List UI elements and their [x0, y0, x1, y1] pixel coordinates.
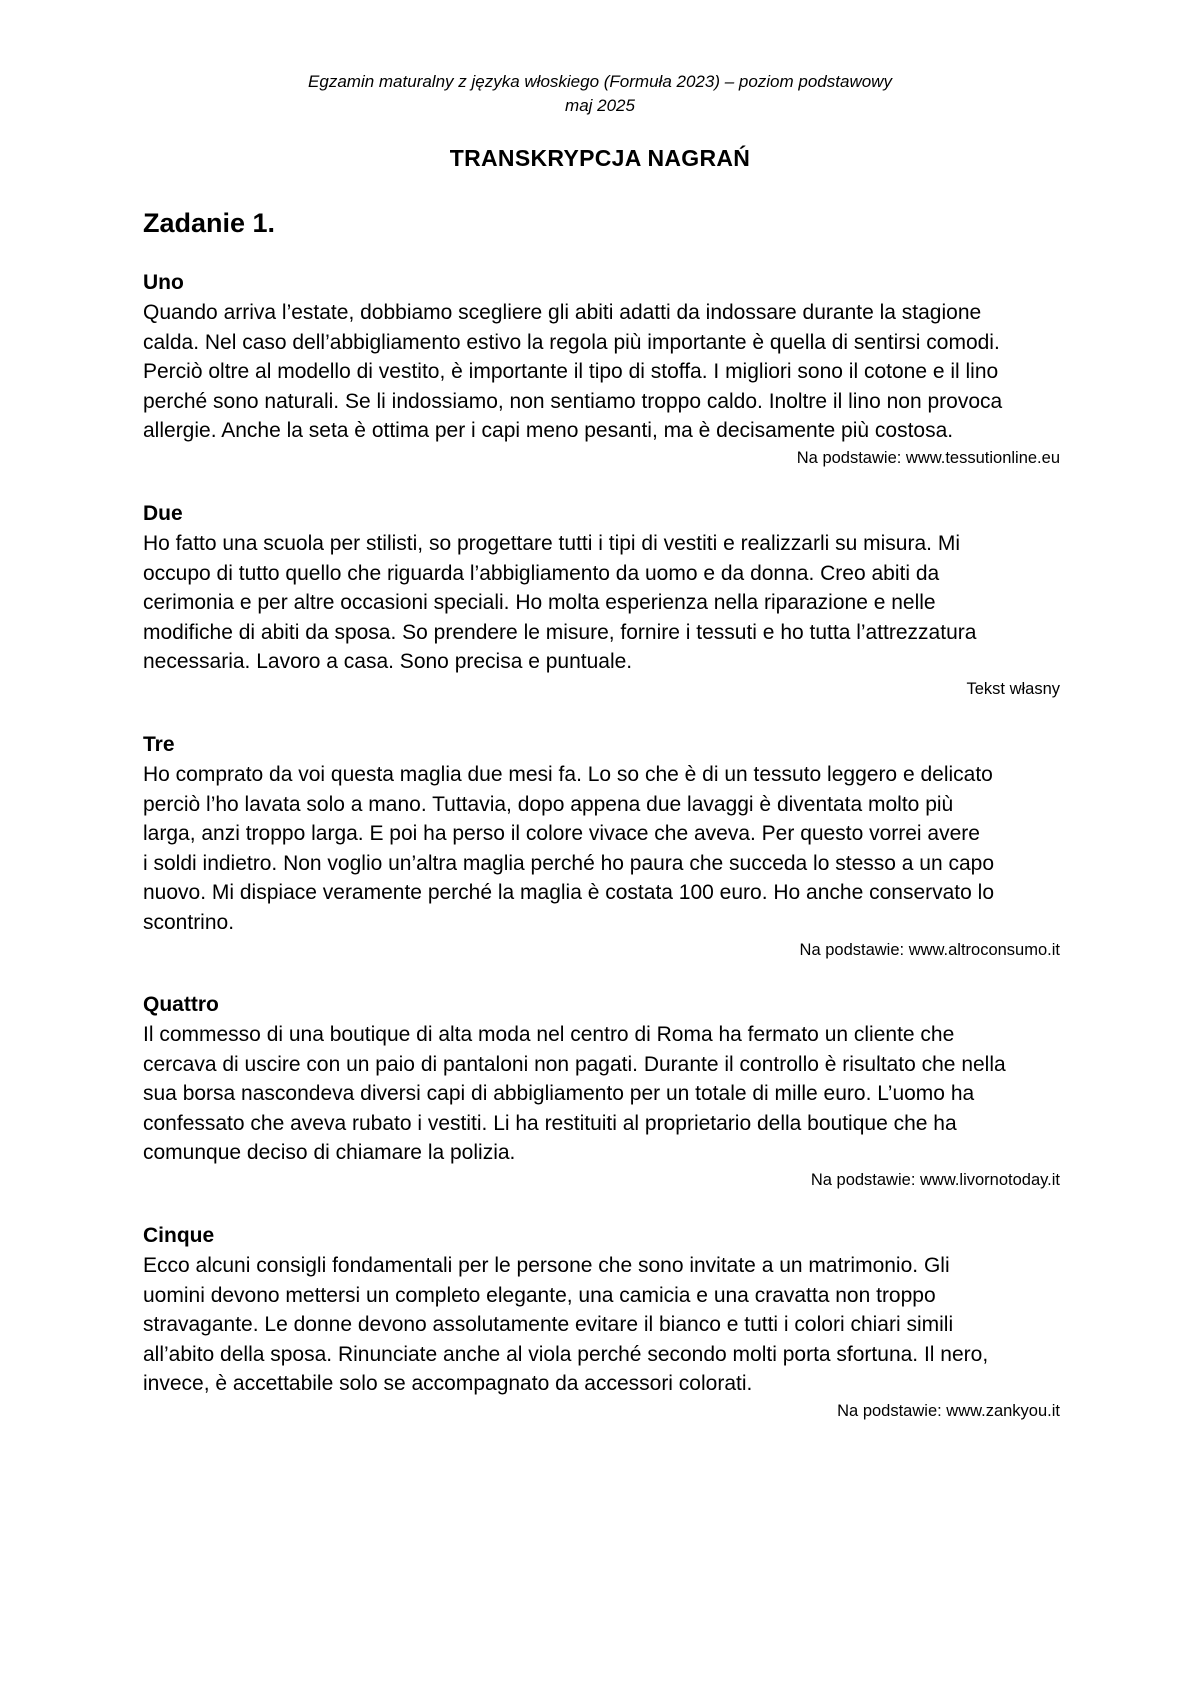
- text-line: modifiche di abiti da sposa. So prendere le misure, fornire i tessuti e ho tutta l’attrezzatura: [143, 620, 977, 644]
- text-line: perciò l’ho lavata solo a mano. Tuttavia, dopo appena due lavaggi è diventata molto più: [143, 792, 954, 816]
- exam-header: [0, 70, 1200, 118]
- source-note: Na podstawie: www.altroconsumo.it: [799, 940, 1060, 959]
- text-line: Ho fatto una scuola per stilisti, so progettare tutti i tipi di vestiti e realizzarli su misura. Mi: [143, 532, 960, 555]
- text-line: confessato che aveva rubato i vestiti. Li ha restituiti al proprietario della boutique che ha: [143, 1111, 957, 1135]
- text-line: necessaria. Lavoro a casa. Sono precisa e puntuale.: [143, 650, 633, 674]
- text-line: sua borsa nascondeva diversi capi di abbigliamento per un totale di mille euro. L’uomo ha: [143, 1082, 975, 1106]
- text-line: Ho comprato da voi questa maglia due mesi fa. Lo so che è di un tessuto leggero e delicato: [143, 763, 993, 786]
- text-line: cerimonia e per altre occasioni speciali. Ho molta esperienza nella riparazione e nelle: [143, 591, 936, 615]
- text-line: uomini devono mettersi un completo elegante, una camicia e una cravatta non troppo: [143, 1283, 936, 1307]
- section-text: [143, 760, 1060, 938]
- text-line: occupo di tutto quello che riguarda l’abbigliamento da uomo e da donna. Creo abiti da: [143, 561, 940, 585]
- section-uno: [143, 268, 1060, 469]
- text-line: i soldi indietro. Non voglio un’altra maglia perché ho paura che succeda lo stesso a un capo: [143, 851, 995, 875]
- text-line: perché sono naturali. Se li indossiamo, non sentiamo troppo caldo. Inoltre il lino non provoca: [143, 389, 1003, 413]
- exam-header-line1: Egzamin maturalny z języka włoskiego (Formuła 2023) – poziom podstawowy: [308, 72, 892, 91]
- source-note: Na podstawie: www.tessutionline.eu: [796, 448, 1060, 467]
- text-line: Ecco alcuni consigli fondamentali per le persone che sono invitate a un matrimonio. Gli: [143, 1254, 950, 1277]
- source-note: Na podstawie: www.zankyou.it: [837, 1401, 1060, 1420]
- text-line: stravagante. Le donne devono assolutamente evitare il bianco e tutti i colori chiari simili: [143, 1313, 954, 1337]
- text-line: invece, è accettabile solo se accompagnato da accessori colorati.: [143, 1372, 753, 1396]
- section-title: Quattro: [143, 993, 219, 1016]
- text-line: comunque deciso di chiamare la polizia.: [143, 1141, 516, 1165]
- source-note: Tekst własny: [966, 679, 1060, 698]
- section-text: [143, 1251, 1060, 1399]
- section-tre: [143, 730, 1060, 961]
- task-title: Zadanie 1.: [143, 208, 276, 238]
- text-line: all’abito della sposa. Rinunciate anche al viola perché secondo molti porta sfortuna. Il nero,: [143, 1342, 989, 1366]
- text-line: calda. Nel caso dell’abbigliamento estivo la regola più importante è quella di sentirsi comodi.: [143, 330, 1000, 354]
- section-text: [143, 529, 1060, 677]
- section-title: Tre: [143, 733, 175, 756]
- section-quattro: [143, 990, 1060, 1191]
- text-line: cercava di uscire con un paio di pantaloni non pagati. Durante il controllo è risultato che nella: [143, 1052, 1006, 1076]
- section-due: [143, 499, 1060, 700]
- text-line: Quando arriva l’estate, dobbiamo scegliere gli abiti adatti da indossare durante la stagione: [143, 301, 982, 324]
- text-line: nuovo. Mi dispiace veramente perché la maglia è costata 100 euro. Ho anche conservato lo: [143, 881, 994, 905]
- text-line: Perciò oltre al modello di vestito, è importante il tipo di stoffa. I migliori sono il cotone e il lino: [143, 360, 999, 384]
- section-title: Uno: [143, 271, 184, 294]
- section-title: Due: [143, 502, 183, 525]
- text-line: scontrino.: [143, 910, 235, 934]
- source-note: Na podstawie: www.livornotoday.it: [810, 1170, 1060, 1189]
- section-cinque: [143, 1221, 1060, 1422]
- exam-header-date: maj 2025: [565, 96, 635, 115]
- page-title: TRANSKRYPCJA NAGRAŃ: [449, 145, 751, 171]
- section-text: [143, 1020, 1060, 1168]
- text-line: allergie. Anche la seta è ottima per i capi meno pesanti, ma è decisamente più costosa.: [143, 419, 954, 443]
- text-line: Il commesso di una boutique di alta moda nel centro di Roma ha fermato un cliente che: [143, 1023, 955, 1046]
- text-line: larga, anzi troppo larga. E poi ha perso il colore vivace che aveva. Per questo vorrei avere: [143, 822, 980, 846]
- section-text: [143, 298, 1060, 446]
- section-title: Cinque: [143, 1224, 215, 1247]
